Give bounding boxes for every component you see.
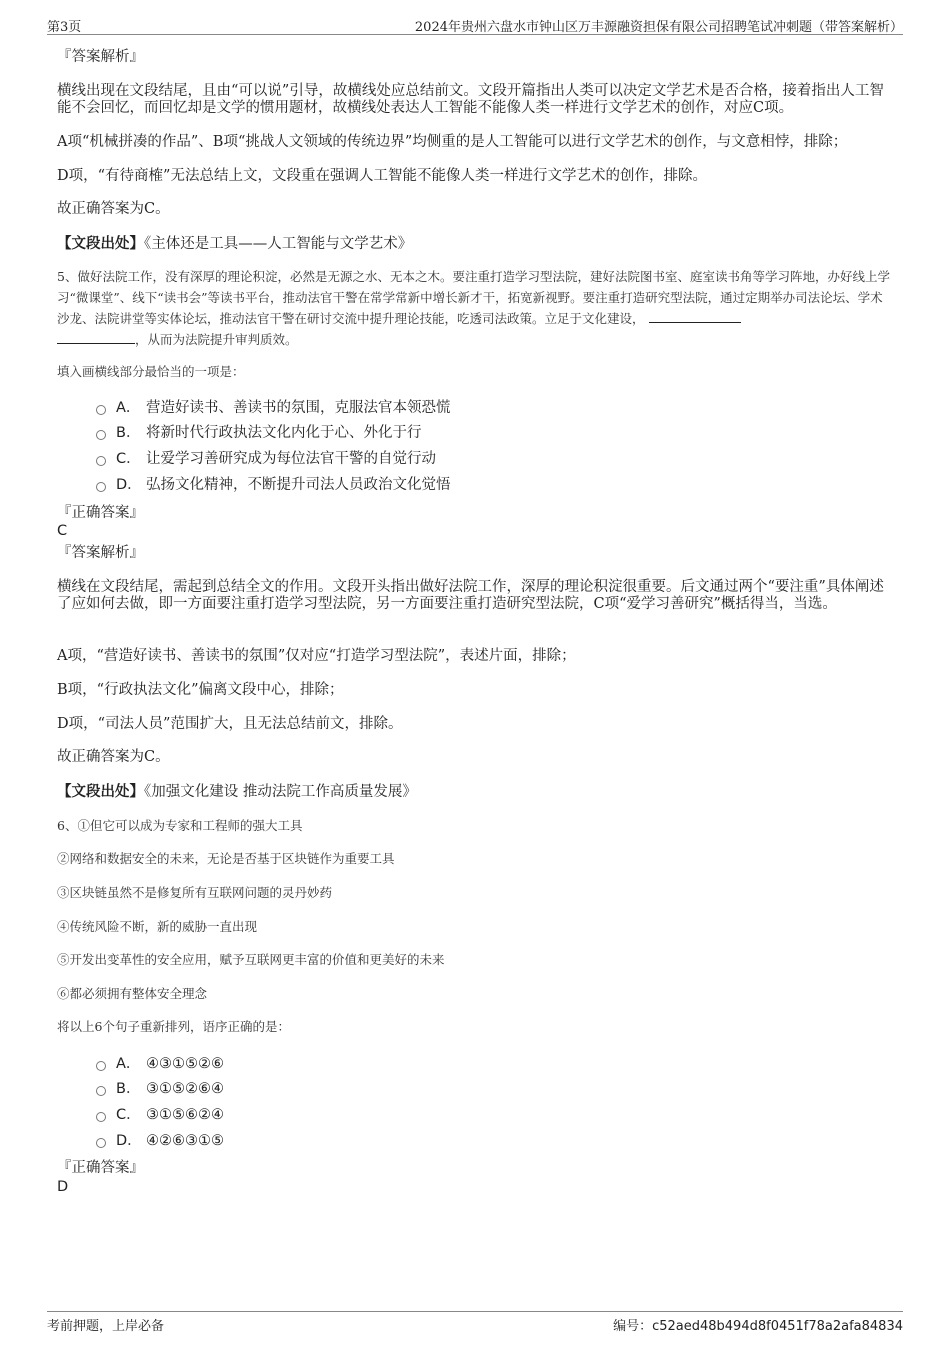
q5-analysis-p1: 横线在文段结尾，需起到总结全文的作用。文段开头指出做好法院工作，深厚的理论积淀很重要。后文通过两个“要注重”具体阐述了应如何去做，即一方面要注重打造学习型法院，另一方面要注重打造研究型法院，C项“爱学习善研究”概括得当，当选。 [57,579,884,612]
radio-icon[interactable] [96,456,106,466]
q5-source-label: 【文段出处】 [57,783,144,800]
page-number: 第3页 [47,20,82,35]
q5-stem-part-a: 5、做好法院工作，没有深厚的理论积淀，必然是无源之水、无本之木。要注重打造学习型法院，建好法院图书室、庭室读书角等学习阵地，办好线上学习“微课堂”、线下“读书会”等读书平台，推动法官干警在常学常新中增长新才干，拓宽新视野。要注重打造研究型法院，通过定期举办司法论坛、学术沙龙、法院讲堂等实体论坛，推动法官干警在研讨交流中提升理论技能，吃透司法政策。立足于文化建设， [57,269,890,326]
q4-analysis-p2: A项“机械拼凑的作品”、B项“挑战人文领域的传统边界”均侧重的是人工智能可以进行文学艺术的创作，与文意相悖，排除； [57,134,848,150]
q5-analysis-label: 『答案解析』 [57,545,144,561]
q6-sentence-4: ④传统风险不断，新的威胁一直出现 [57,919,258,934]
q5-correct-label: 『正确答案』 [57,505,144,521]
q6-correct-answer: D [57,1179,69,1195]
q6-sentence-1: 6、①但它可以成为专家和工程师的强大工具 [57,818,303,833]
q6-option-c[interactable]: C． ③①⑤⑥②④ [96,1106,224,1124]
q4-source-text: 《主体还是工具——人工智能与文学艺术》 [144,236,413,252]
q4-analysis-p1: 横线出现在文段结尾，且由“可以说”引导，故横线处应总结前文。文段开篇指出人类可以决定文学艺术是否合格，接着指出人工智能不会回忆，而回忆却是文学的惯用题材，故横线处表达人工智能不能像人类一样进行文学艺术的创作，对应C项。 [57,83,884,116]
page-header [47,14,903,35]
q5-option-c[interactable]: C． 让爱学习善研究成为每位法官干警的自觉行动 [96,450,436,468]
radio-icon[interactable] [96,1061,106,1071]
q6-option-b[interactable]: B． ③①⑤②⑥④ [96,1080,224,1098]
footer-slogan: 考前押题，上岸必备 [47,1319,165,1334]
q5-analysis-p5: 故正确答案为C。 [57,749,170,765]
q5-source [57,783,893,801]
q5-analysis-p4: D项，“司法人员”范围扩大，且无法总结前文，排除。 [57,716,403,732]
q5-source-text: 《加强文化建设 推动法院工作高质量发展》 [144,784,417,800]
q5-correct-answer: C [57,523,68,539]
footer-code: 编号：c52aed48b494d8f0451f78a2afa84834 [613,1319,903,1334]
radio-icon[interactable] [96,482,106,492]
q5-option-a[interactable]: A． 营造好读书、善读书的氛围，克服法官本领恐慌 [96,399,451,417]
q5-option-d[interactable]: D． 弘扬文化精神，不断提升司法人员政治文化觉悟 [96,476,451,494]
q5-blank-line [649,310,741,323]
radio-icon[interactable] [96,1138,106,1148]
q5-option-b[interactable]: B． 将新时代行政执法文化内化于心、外化于行 [96,424,422,442]
radio-icon[interactable] [96,405,106,415]
q6-prompt: 将以上6个句子重新排列，语序正确的是： [57,1019,290,1034]
q5-stem-part-b: ，从而为法院提升审判质效。 [135,332,298,347]
q4-analysis-p3: D项，“有待商榷”无法总结上文，文段重在强调人工智能不能像人类一样进行文学艺术的创作，排除。 [57,168,707,184]
q6-sentence-2: ②网络和数据安全的未来，无论是否基于区块链作为重要工具 [57,851,395,866]
q6-correct-label: 『正确答案』 [57,1160,144,1176]
q6-sentence-3: ③区块链虽然不是修复所有互联网问题的灵丹妙药 [57,885,333,900]
q6-sentence-5: ⑤开发出变革性的安全应用，赋予互联网更丰富的价值和更美好的未来 [57,952,445,967]
radio-icon[interactable] [96,1112,106,1122]
q5-stem [57,266,893,350]
document-title: 2024年贵州六盘水市钟山区万丰源融资担保有限公司招聘笔试冲刺题（带答案解析） [414,20,903,35]
q5-prompt: 填入画横线部分最恰当的一项是： [57,364,245,379]
page-footer [47,1311,903,1332]
q6-option-a[interactable]: A． ④③①⑤②⑥ [96,1055,224,1073]
q4-analysis-p4: 故正确答案为C。 [57,201,170,217]
radio-icon[interactable] [96,1086,106,1096]
q5-blank-line-2 [57,331,135,344]
q4-analysis-label: 『答案解析』 [57,49,144,65]
radio-icon[interactable] [96,430,106,440]
q6-sentence-6: ⑥都必须拥有整体安全理念 [57,986,208,1001]
q5-analysis-p2: A项，“营造好读书、善读书的氛围”仅对应“打造学习型法院”，表述片面，排除； [57,648,576,664]
q6-option-d[interactable]: D． ④②⑥③①⑤ [96,1132,224,1150]
q5-analysis-p3: B项，“行政执法文化”偏离文段中心，排除； [57,682,344,698]
q4-source [57,235,893,253]
q4-source-label: 【文段出处】 [57,235,144,252]
